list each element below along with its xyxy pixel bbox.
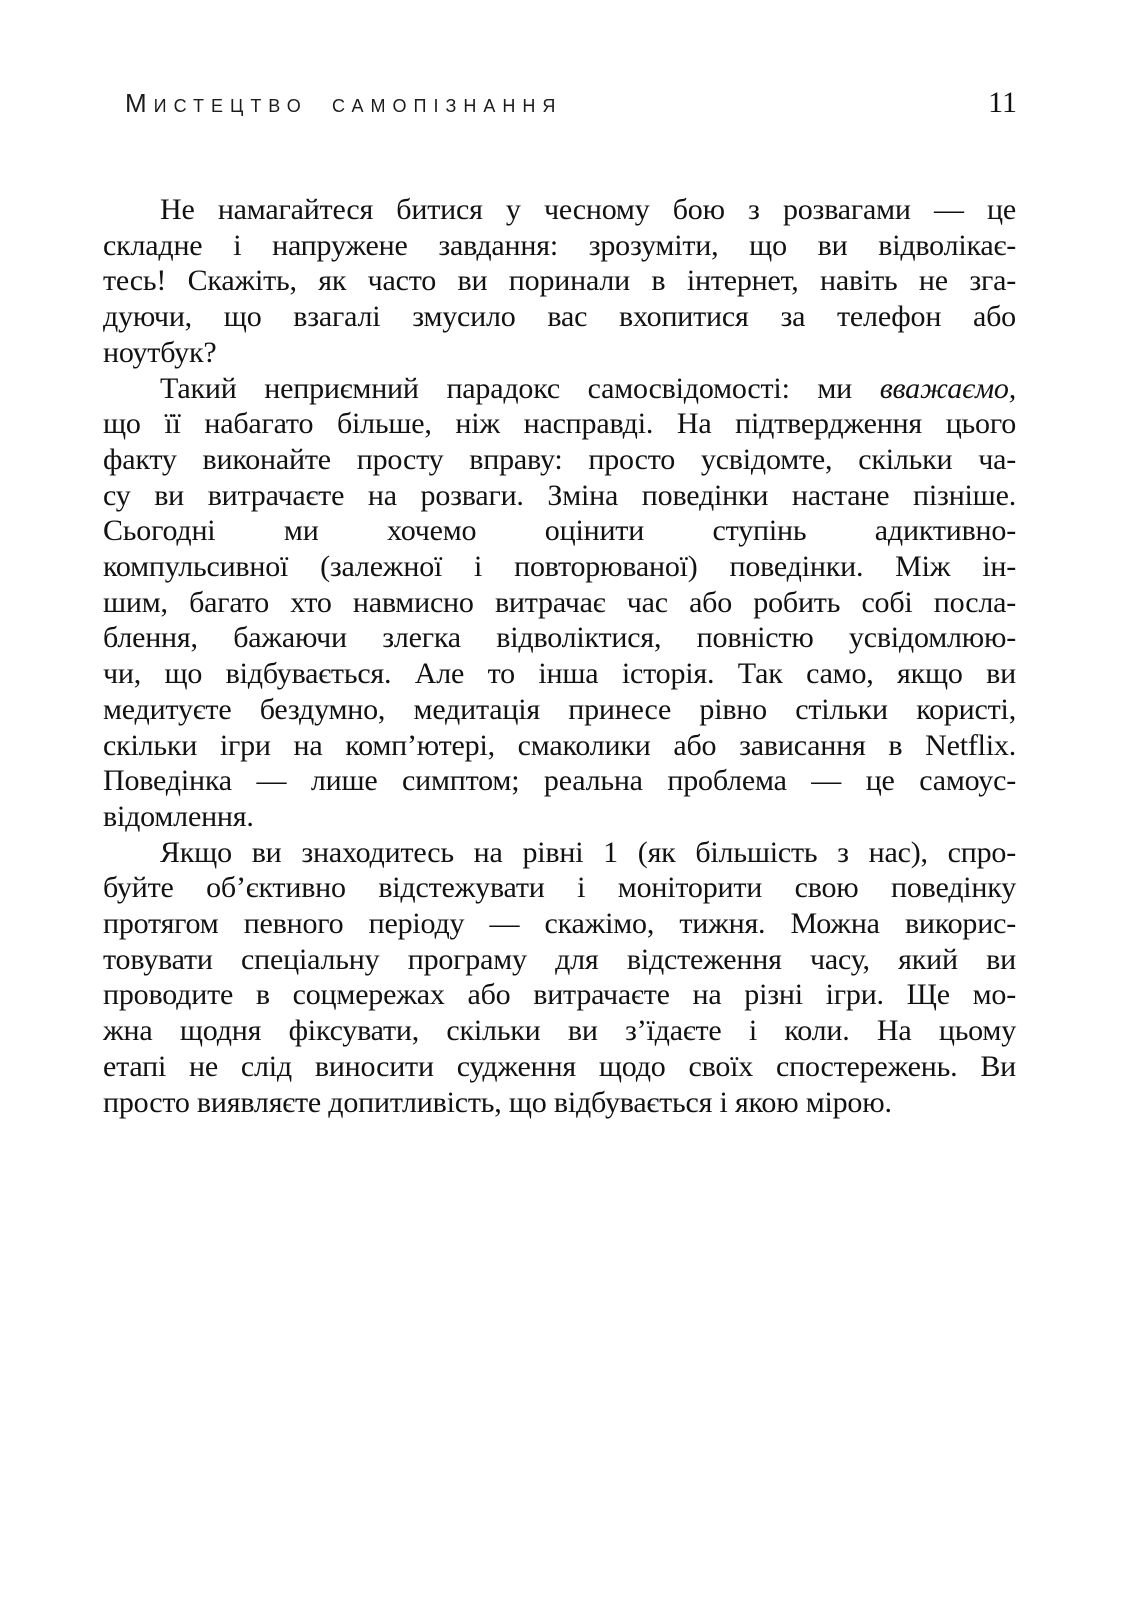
paragraph (103, 192, 1016, 371)
text-segment: су ви витрачаєте на розваги. Зміна поведінки настане пізніше. (103, 478, 1016, 512)
text-segment: тесь! Скажіть, як часто ви поринали в інтернет, навіть не зга- (103, 264, 1016, 298)
text-segment: Не намагайтеся битися у чесному бою з розвагами — це (160, 193, 1016, 226)
text-segment: що її набагато більше, ніж насправді. На підтвердження цього (103, 407, 1016, 441)
text-segment: медитуєте бездумно, медитація принесе рівно стільки користі, (103, 692, 1016, 726)
text-segment: компульсивної (залежної і повторюваної) поведінки. Між ін- (103, 550, 1016, 584)
text-segment: Такий неприємний парадокс самосвідомості: ми (160, 371, 880, 405)
text-line (103, 263, 1016, 299)
text-line (103, 228, 1016, 264)
text-line (103, 192, 1016, 228)
text-segment: факту виконайте просту вправу: просто усвідомте, скільки ча- (103, 442, 1016, 476)
text-line (103, 442, 1016, 478)
text-segment: буйте об’єктивно відстежувати і моніторити свою поведінку (103, 871, 1016, 905)
paragraph (103, 371, 1016, 835)
text-line (103, 692, 1016, 728)
text-line (103, 1013, 1016, 1049)
text-line (103, 620, 1016, 656)
text-line (103, 942, 1016, 978)
text-segment: відомлення. (103, 799, 254, 833)
text-segment: дуючи, що взагалі змусило вас вхопитися за телефон або (103, 300, 1016, 334)
text-segment: Сьогодні ми хочемо оцінити ступінь адиктивно- (103, 514, 1016, 548)
text-line (103, 549, 1016, 585)
text-line (103, 335, 1016, 371)
text-line (103, 513, 1016, 549)
text-line (103, 906, 1016, 942)
paragraph (103, 835, 1016, 1121)
running-title: Мистецтво самопізнання (125, 88, 563, 118)
text-line (103, 585, 1016, 621)
italic-emphasis: вважаємо, (879, 371, 1016, 405)
running-head (125, 86, 1017, 120)
text-line (103, 870, 1016, 906)
text-line (103, 799, 1016, 835)
text-segment: етапі не слід виносити судження щодо своїх спостережень. Ви (103, 1049, 1016, 1083)
text-segment: блення, бажаючи злегка відволіктися, повністю усвідомлюю- (103, 621, 1016, 655)
page-number: 11 (988, 86, 1017, 119)
text-segment: жна щодня фіксувати, скільки ви з’їдаєте і коли. На цьому (103, 1014, 1016, 1048)
body-text (103, 192, 1016, 1120)
text-line (103, 728, 1016, 764)
text-line (103, 299, 1016, 335)
text-segment: складне і напружене завдання: зрозуміти, що ви відволікає- (103, 228, 1016, 262)
text-line (103, 977, 1016, 1013)
text-line (103, 656, 1016, 692)
text-segment: проводите в соцмережах або витрачаєте на різні ігри. Ще мо- (103, 978, 1016, 1012)
text-line (103, 1049, 1016, 1085)
text-line (103, 835, 1016, 871)
text-segment: скільки ігри на комп’ютері, смаколики або зависання в Netflix. (103, 728, 1016, 762)
text-segment: ноутбук? (103, 335, 217, 369)
text-segment: шим, багато хто навмисно витрачає час або робить собі посла- (103, 585, 1016, 619)
text-line (103, 763, 1016, 799)
text-line (103, 1085, 1016, 1121)
text-line (103, 406, 1016, 442)
text-segment: Якщо ви знаходитесь на рівні 1 (як більшість з нас), спро- (160, 835, 1016, 869)
text-segment: просто виявляєте допитливість, що відбувається і якою мірою. (103, 1085, 892, 1119)
text-segment: товувати спеціальну програму для відстеження часу, який ви (103, 942, 1016, 976)
text-line (103, 371, 1016, 407)
text-segment: чи, що відбувається. Але то інша історія. Так само, якщо ви (103, 657, 1016, 691)
text-segment: протягом певного періоду — скажімо, тижня. Можна викорис- (103, 907, 1016, 941)
text-line (103, 478, 1016, 514)
text-segment: Поведінка — лише симптом; реальна проблема — це самоус- (103, 764, 1016, 798)
